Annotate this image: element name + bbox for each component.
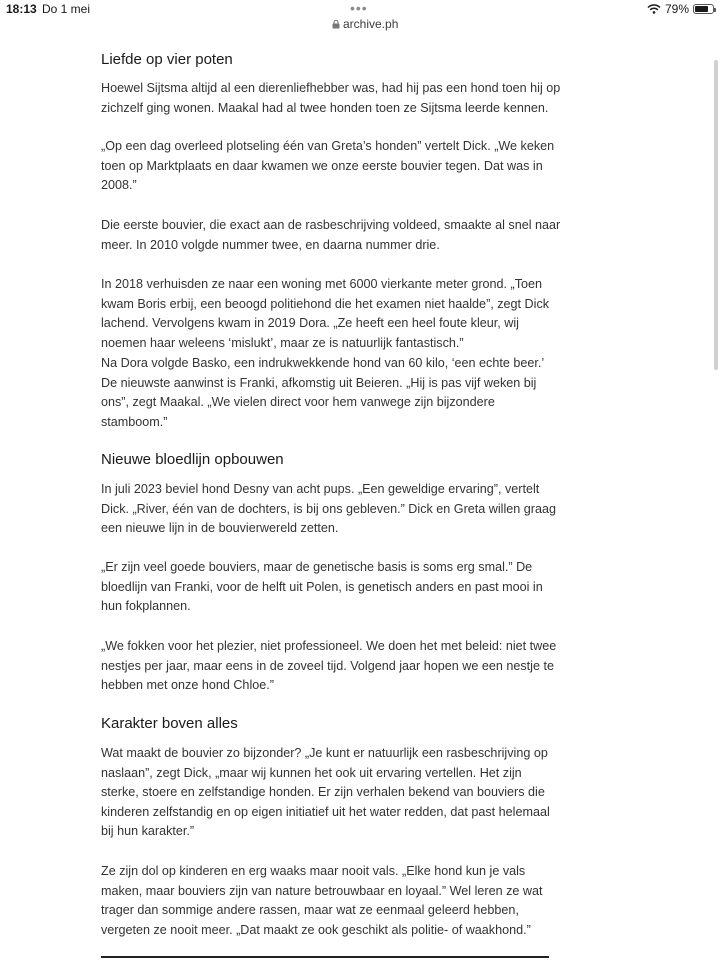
more-dots-icon[interactable]: ••• xyxy=(350,0,368,16)
status-bar xyxy=(0,0,720,36)
section-heading: Karakter boven alles xyxy=(101,715,238,732)
article-paragraph: Die eerste bouvier, die exact aan de rasbeschrijving voldeed, smaakte al snel naar meer. In 2010 volgde nummer twee, en daarna nummer drie. xyxy=(101,218,561,252)
wifi-icon xyxy=(647,4,661,14)
article-paragraph: „Op een dag overleed plotseling één van Greta’s honden” vertelt Dick. „We keken toen op Marktplaats en daar kwamen we onze eerste bouvier tegen. Dat was in 2008.” xyxy=(101,139,555,193)
article-paragraph: Hoewel Sijtsma altijd al een dierenliefhebber was, had hij pas een hond toen hij op zichzelf ging wonen. Maakal had al twee honden toen ze Sijtsma leerde kennen. xyxy=(101,81,561,115)
article-paragraph: In juli 2023 beviel hond Desny van acht pups. „Een geweldige ervaring”, vertelt Dick. „River, één van de dochters, is bij ons gebleven.” Dick en Greta willen graag een nieuwe lijn in de bouvierwereld zetten. xyxy=(101,482,556,536)
section-heading: Nieuwe bloedlijn opbouwen xyxy=(101,451,284,468)
url-text: archive.ph xyxy=(343,17,399,31)
article-paragraph: Ze zijn dol op kinderen en erg waaks maar nooit vals. „Elke hond kun je vals maken, maar bouviers zijn van nature betrouwbaar en loyaal.” Wel leren ze wat trager dan sommige andere rassen, maar wat ze eenmaal geleerd hebben, vergeten ze nooit meer. „Dat maakt ze ook geschikt als politie- of waakhond.” xyxy=(101,864,543,937)
article-paragraph: Wat maakt de bouvier zo bijzonder? „Je kunt er natuurlijk een rasbeschrijving op naslaan”, zegt Dick, „maar wij kunnen het ook uit ervaring vertellen. Het zijn sterke, stoere en zelfstandige honden. Er zijn verhalen bekend van bouviers die kinderen zelfstandig en op eigen initiatief uit het water redden, dat past helemaal bij hun karakter.” xyxy=(101,746,550,839)
lock-icon xyxy=(332,20,340,29)
battery-level xyxy=(695,6,708,12)
battery-percentage: 79% xyxy=(664,2,689,16)
article-paragraph: „Er zijn veel goede bouviers, maar de genetische basis is soms erg smal.” De bloedlijn van Franki, voor de helft uit Polen, is genetisch anders en past mooi in hun fokplannen. xyxy=(101,560,543,614)
battery-icon xyxy=(693,4,714,14)
scrollbar[interactable] xyxy=(714,60,718,370)
section-heading: Liefde op vier poten xyxy=(101,51,233,68)
status-date: Do 1 mei xyxy=(42,2,91,16)
status-time: 18:13 xyxy=(6,2,37,16)
address-bar[interactable] xyxy=(332,17,398,31)
article-paragraph: Na Dora volgde Basko, een indrukwekkende hond van 60 kilo, ‘een echte beer.’ De nieuwste aanwinst is Franki, afkomstig uit Beieren. „Hij is pas vijf weken bij ons”, zegt Maakal. „We vielen direct voor hem vanwege zijn bijzondere stamboom.” xyxy=(101,356,544,429)
article-paragraph: In 2018 verhuisden ze naar een woning met 6000 vierkante meter grond. „Toen kwam Boris erbij, een beoogd politiehond die het examen niet haalde”, zegt Dick lachend. Vervolgens kwam in 2019 Dora. „Ze heeft een heel foute kleur, wij noemen haar weleens ‘mislukt’, maar ze is natuurlijk fantastisch.” xyxy=(101,277,550,350)
status-indicators xyxy=(647,2,714,16)
divider xyxy=(101,956,549,958)
article-paragraph: „We fokken voor het plezier, niet professioneel. We doen het met beleid: niet twee nestjes per jaar, maar eens in de zoveel tijd. Volgend jaar hopen we een nestje te hebben met onze hond Chloe.” xyxy=(101,639,557,693)
